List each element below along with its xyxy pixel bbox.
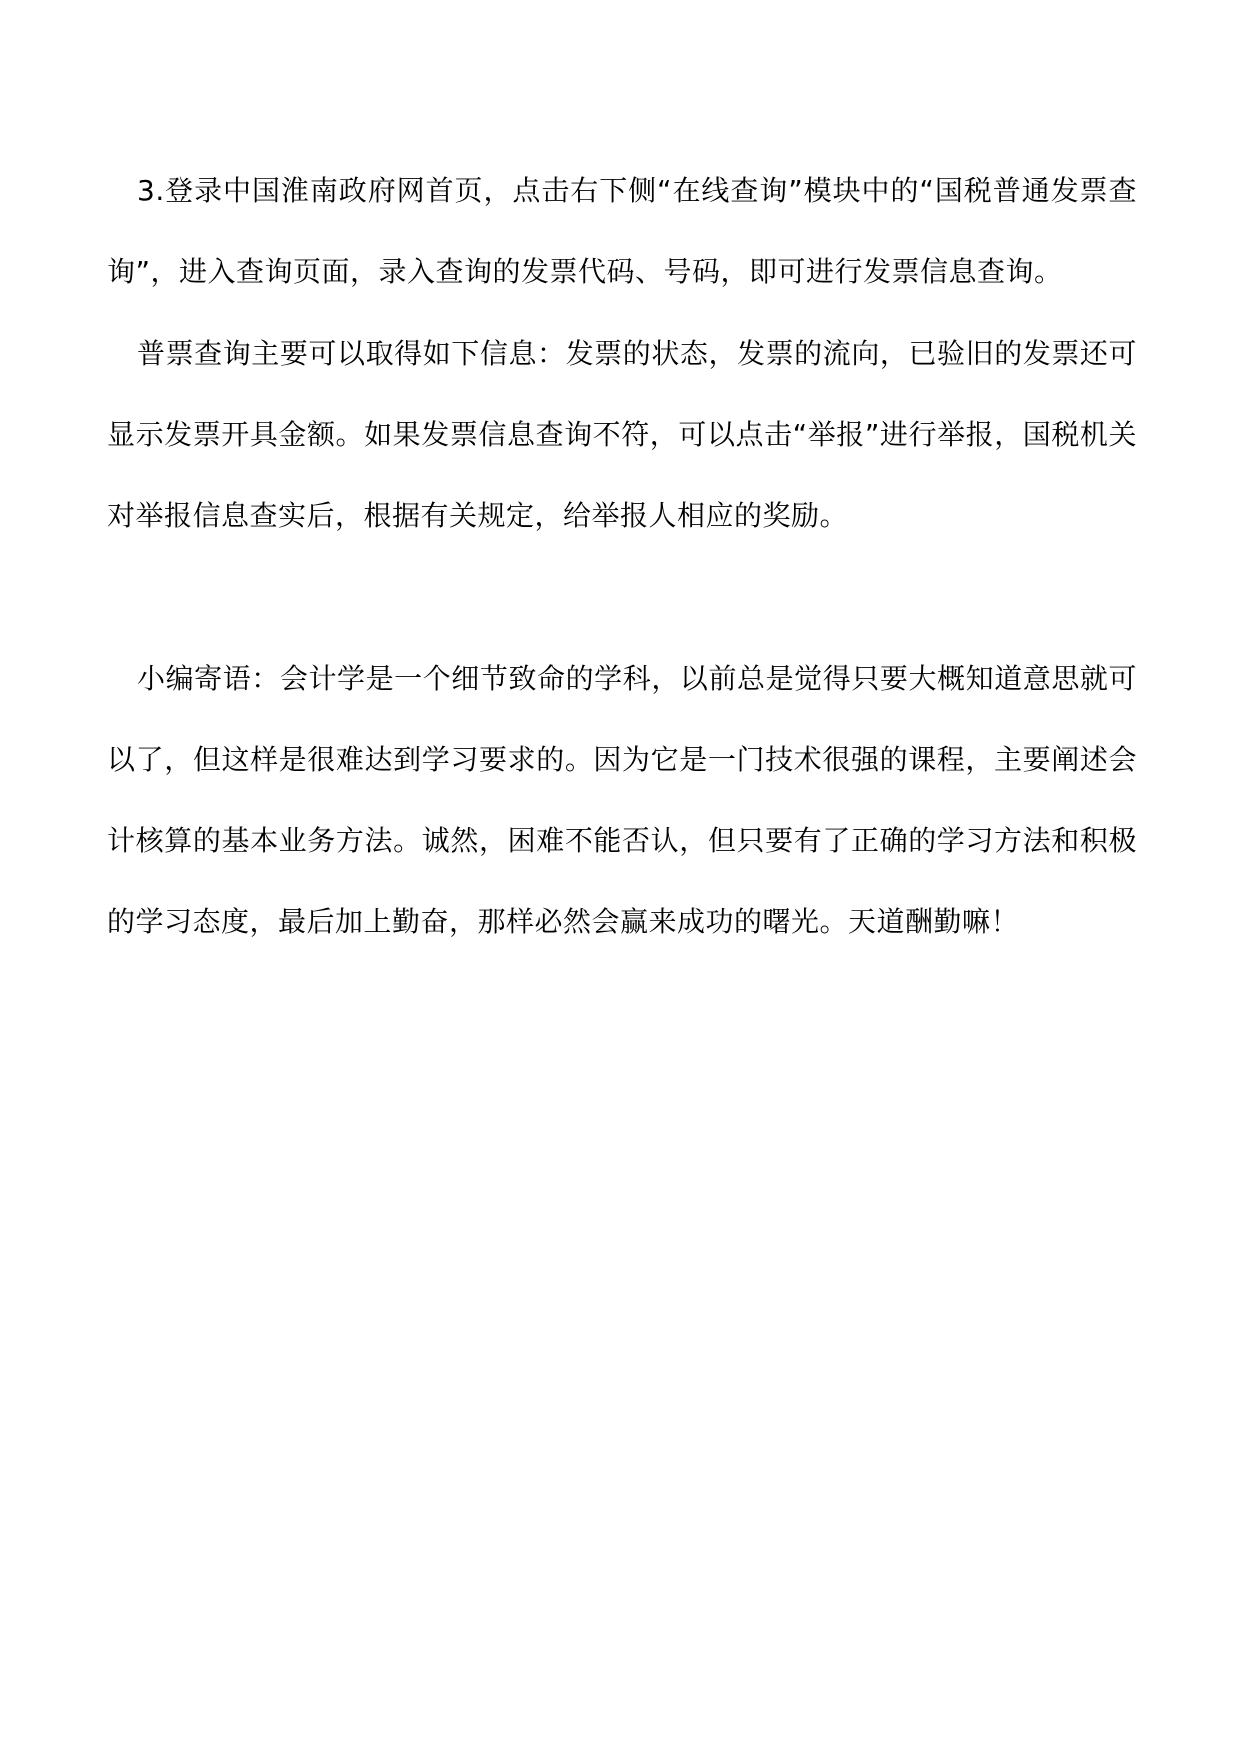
paragraph-query-information: 普票查询主要可以取得如下信息：发票的状态，发票的流向，已验旧的发票还可显示发票开具金额。如果发票信息查询不符，可以点击“举报”进行举报，国税机关对举报信息查实后，根据有关规定，给举报人相应的奖励。: [107, 337, 1137, 532]
paragraph-invoice-query-steps: 3.登录中国淮南政府网首页，点击右下侧“在线查询”模块中的“国税普通发票查询”，进入查询页面，录入查询的发票代码、号码，即可进行发票信息查询。: [107, 174, 1137, 288]
paragraph-editor-note: 小编寄语：会计学是一个细节致命的学科，以前总是觉得只要大概知道意思就可以了，但这样是很难达到学习要求的。因为它是一门技术很强的课程，主要阐述会计核算的基本业务方法。诚然，困难不能否认，但只要有了正确的学习方法和积极的学习态度，最后加上勤奋，那样必然会赢来成功的曙光。天道酬勤嘛！: [107, 662, 1137, 938]
